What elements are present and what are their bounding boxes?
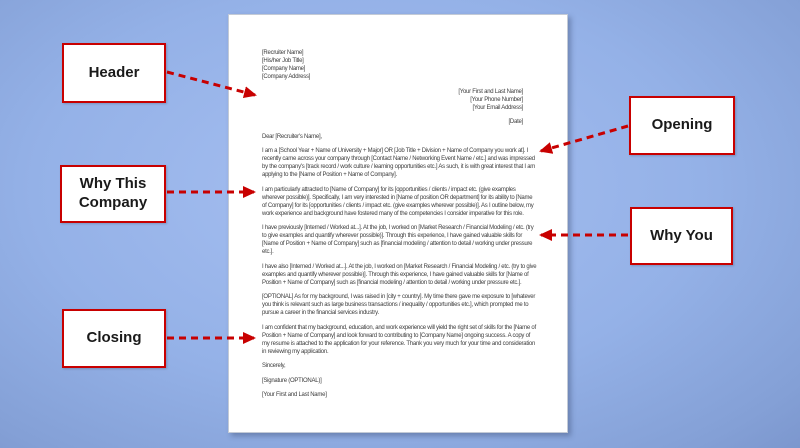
recipient-line: [His/her Job Title] — [262, 58, 304, 64]
body-paragraph-closing: I am confident that my background, education, and work experience will yield the right set of skills for the [Name of Position + Name of Company] and look forward to contributing to [Company Name] ongoing success. A copy of my resume is attached to the application for your reference. Thank you very much for your time and consideration in reviewing my application. — [262, 324, 536, 355]
callout-closing — [62, 309, 166, 368]
date-line: [Date] — [508, 119, 523, 125]
callout-header-label: Header — [88, 63, 140, 81]
callout-why-you — [630, 207, 733, 265]
signoff-name: [Your First and Last Name] — [262, 392, 327, 398]
callout-closing-label: Closing — [86, 329, 142, 347]
body-paragraph-why-you-2: I have also [Interned / Worked at...]. At the job, I worked on [Market Research / Financial Modeling / etc. (try to give examples and quantify wherever possible)]. Through this experience, I have gained valuable skills for [Name of Position + Name of Company] such as [financial modeling / attention to detail / working under pressure etc.]. — [262, 263, 537, 286]
recipient-line: [Company Name] — [262, 66, 306, 72]
sender-line: [Your Email Address] — [472, 104, 523, 111]
recipient-line: [Recruiter Name] — [262, 50, 304, 56]
body-paragraph-why-you-1: I have previously [Interned / Worked at...]. At the job, I worked on [Market Research / Financial Modeling / etc. (try to give examples and quantify wherever possible)]. Through this experience, I have gained valuable skills for [Name of Position + Name of Company] such as [financial modeling / attention to detail / working under pressure etc.]. — [262, 225, 534, 255]
body-paragraph-background: [OPTIONAL] As for my background, I was raised in [city + country]. My time there gave me exposure to [whatever you think is relevant such as large business transactions / inequality / opportunities etc.], which prompted me to pursue a career in the financial services industry. — [262, 294, 536, 316]
body-paragraph-why-this-company: I am particularly attracted to [Name of Company] for its [opportunities / clients / impact etc. (give examples wherever possible)]. Specifically, I am very interested in [Name of position OR department] for its ability to [Name of Company] for its [opportunities / clients / impact etc. (give examples wherever possible)]. As I outline below, my work experience and background have fostered many of the competencies I consider imperative for this role. — [262, 186, 534, 217]
callout-why-this-company-label: Why This Company — [78, 175, 148, 211]
closing-phrase: Sincerely, — [262, 363, 286, 369]
sender-block — [262, 88, 538, 112]
signature-line: [Signature (OPTIONAL)] — [262, 377, 322, 384]
body-paragraph-opening: I am a [School Year + Name of University + Major] OR [Job Title + Division + Name of Company you work at]. I recently came across your company through [Contact Name / Networking Event Name / etc.] and was impressed by the company's [track record / work culture / learning opportunities etc.] As such, it is with great interest that I am applying to the [Name of Position + Name of Company]. — [262, 148, 536, 178]
salutation: Dear [Recruiter's Name], — [262, 133, 322, 140]
callout-why-you-label: Why You — [650, 226, 713, 244]
recipient-line: [Company Address] — [262, 74, 311, 80]
sender-line: [Your First and Last Name] — [458, 88, 523, 95]
callout-opening-label: Opening — [651, 116, 713, 134]
callout-why-this-company — [60, 165, 166, 223]
callout-header — [62, 43, 166, 103]
callout-opening — [629, 96, 735, 155]
letter-document — [228, 14, 568, 433]
sender-line: [Your Phone Number] — [470, 96, 523, 103]
recipient-block — [262, 49, 538, 81]
